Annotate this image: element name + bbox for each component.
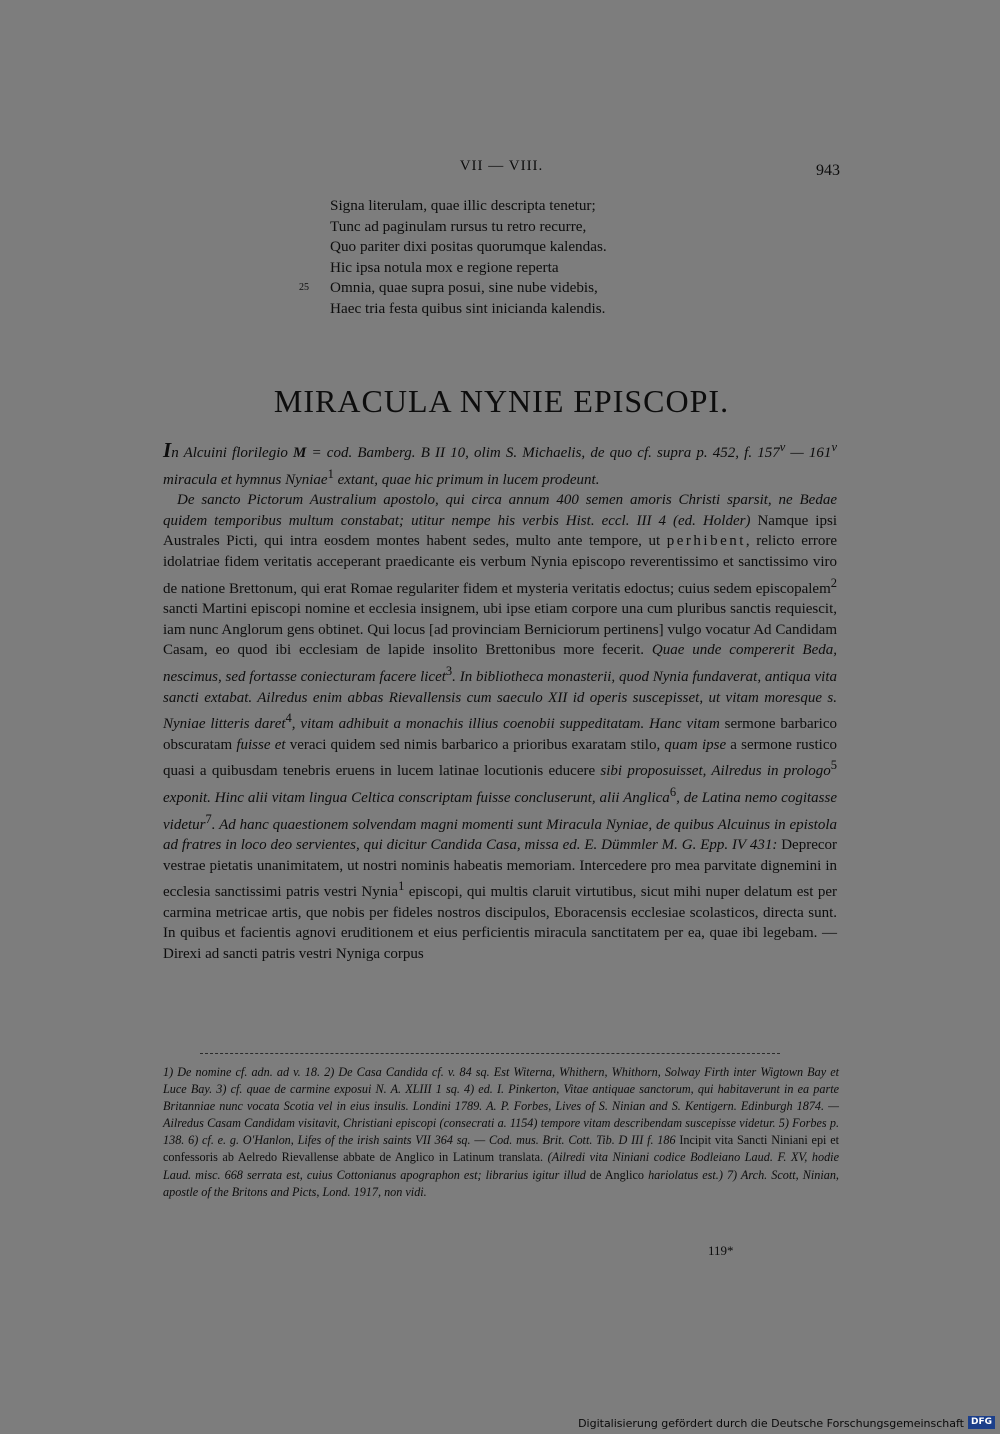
text-run: de Anglico — [589, 1167, 645, 1182]
text-run: hariolatus est.) 7) Arch. Scott, Ninian, apostle of the Britons and Picts, Lond. 1917, non vidi. — [163, 1167, 839, 1199]
verse-line — [330, 237, 850, 258]
text-run: , vitam adhibuit a monachis illius coenobii suppeditatam. Hanc vitam — [291, 716, 720, 733]
verse-text: Quo pariter dixi positas quorumque kalendas. — [330, 238, 607, 256]
siglum: M — [293, 445, 307, 461]
superscript: v — [779, 440, 786, 454]
spaced-word: perhibent — [666, 533, 746, 550]
digitization-credit: Digitalisierung gefördert durch die Deutsche Forschungsgemeinschaft — [578, 1417, 964, 1430]
footnote-ref: 4 — [285, 711, 292, 726]
text-run: 1) De nomine cf. adn. ad v. 18. 2) De Casa Candida cf. v. 84 sq. Est Witerna, Whithern, Whithorn, Solway Firth inter Wigtown Bay et Luce Bay. 3) cf. quae de carmine exposui N. A. XLIII 1 sq. 4) ed. I. Pinkerton, Vitae antiquae sanctorum, qui habitaverunt in ea parte Britanniae nunc vocata Scotia vel in eius insulis. Londini 1789. A. P. Forbes, Lives of S. Ninian and S. Kentigern. Edinburgh 1874. — Ailredus Casam Candidam visitavit, Christiani episcopi (consecrati a. 1154) tempore vitam describendam suscepisse videtur. 5) Forbes p. 138. 6) cf. e. g. O'Hanlon, Lifes of the irish saints VII 364 sq. — Cod. mus. Brit. Cott. Tib. D III f. 186 — [163, 1065, 839, 1148]
footnote-ref: 5 — [830, 758, 837, 773]
text-run: extant, quae hic primum in lucem prodeunt. — [333, 471, 600, 488]
text-run: , relicto errore idolatriae fidem veritatis acceperant praedicante eis verbum Nynia episcopo reverentissimo et sanctissimo viro de natione Brettonum, qui erat Romae regulariter fidem et mysteria veritatis edoctus; cuius sedem episcopalem — [163, 533, 837, 597]
text-run: , de Latina nemo cogitasse videtur — [163, 789, 837, 833]
verse-text: Omnia, quae supra posui, sine nube videbis, — [330, 279, 598, 297]
text-run: sancti Martini episcopi nomine et ecclesia insignem, ubi ipse etiam corpore una cum pluribus sanctis requiescit, iam nunc Anglorum gens obtinet. Qui locus [ad provinciam Berniciorum pertinens] vulgo vocatur Ad Candidam Casam, eo quod ibi ecclesiam de lapide insolito Brettonibus more fecerit. — [163, 601, 837, 659]
verse-block — [299, 196, 850, 320]
main-paragraph — [163, 490, 837, 964]
section-title: MIRACULA NYNIE EPISCOPI. — [273, 383, 730, 419]
text-run: exponit. Hinc alii vitam lingua Celtica conscriptam fuisse concluserunt, alii Anglica — [163, 789, 670, 806]
verse-text: Haec tria festa quibus sint inicianda kalendis. — [330, 299, 606, 317]
signature-mark: 119* — [708, 1243, 734, 1258]
verse-line — [330, 299, 850, 320]
verse-text: Signa literulam, quae illic descripta tenetur; — [330, 197, 596, 214]
footnote-ref: 3 — [445, 663, 453, 678]
text-run: miracula et hymnus Nyniae — [163, 471, 328, 488]
text-run: episcopi, qui multis claruit virtutibus, sicut mihi nuper delatum est per carmina metricae artis, que nobis per fideles nostros discipulos, Eboracensis ecclesiae scolasticos, directa sunt. In quibus et facientis agnovi eruditionem et eius perficientis miracula sanctitatem per ea, quae ibi legebam. — Direxi ad sancti patris vestri Nyniga corpus — [163, 884, 837, 963]
verse-text: Tunc ad paginulam rursus tu retro recurre, — [330, 217, 587, 235]
verse-line — [330, 217, 850, 238]
footnote-ref: 7 — [205, 811, 212, 826]
footnotes — [163, 1064, 839, 1201]
verse-text: Hic ipsa notula mox e regione reperta — [330, 258, 559, 276]
superscript: v — [831, 440, 837, 454]
verse-line — [330, 196, 850, 217]
drop-cap: I — [163, 438, 172, 462]
text-run: sibi proposuisset, Ailredus in prologo — [600, 763, 831, 780]
dfg-logo-icon: DFG — [968, 1416, 995, 1429]
intro-paragraph — [163, 437, 837, 490]
text-run: veraci quidem sed nimis barbarico a prioribus exaratam stilo, — [285, 736, 665, 753]
running-title: VII — VIII. — [459, 158, 544, 174]
text-run: Deprecor vestrae pietatis unanimitatem, ut nostri nominis habeatis memoriam. Intercedere pro mea parvitate dignemini in ecclesia sanctissimi patris vestri Nynia — [163, 837, 838, 901]
text-run: a sermone rustico quasi a quibusdam tenebris eruens in lucem latinae locutionis educere — [163, 736, 837, 780]
text-run: fuisse et — [236, 736, 286, 753]
verse-line — [299, 278, 850, 299]
text-run: — 161 — [785, 445, 832, 461]
page-number: 943 — [816, 162, 840, 179]
footnote-ref: 6 — [669, 784, 677, 799]
text-run: Quae unde compererit Beda, nescimus, sed fortasse coniecturam facere licet — [163, 642, 837, 685]
text-run: . In bibliotheca monasterii, quod Nynia fundaverat, antiqua vita sancti extabat. Ailredus enim abbas Rievallensis cum saeculo XII id operis suscepisset, ut vitam moresque s. Nyniae litteris daret — [163, 668, 837, 733]
footnote-ref: 1 — [327, 466, 334, 481]
text-run: sermone barbarico obscuratam — [163, 716, 837, 753]
footnote-text — [163, 1064, 839, 1201]
text-run: De sancto Pictorum Australium apostolo, qui circa annum 400 semen amoris Christi sparsit, ne Bedae quidem temporibus multum constabat; utitur nempe his verbis Hist. eccl. III 4 (ed. Holder) — [163, 492, 837, 529]
body-text — [163, 437, 837, 965]
running-head — [163, 158, 840, 182]
text-run: n Alcuini florilegio — [171, 445, 294, 461]
footnote-divider — [200, 1053, 780, 1054]
text-run: = cod. Bamberg. B II 10, olim S. Michaelis, de quo cf. supra p. 452, f. 157 — [306, 445, 780, 461]
verse-line — [330, 258, 850, 279]
text-run: (Ailredi vita Niniani codice Bodleiano Laud. F. XV, hodie Laud. misc. 668 serrata est, cuius Cottonianus apographon est; librarius igitur illud — [163, 1150, 839, 1182]
text-run: quam ipse — [664, 736, 727, 753]
footnote-ref: 2 — [830, 575, 837, 590]
text-run: . Ad hanc quaestionem solvendam magni momenti sunt Miracula Nyniae, de quibus Alcuinus in epistola ad fratres in loco deo servientes, qui dicitur Candida Casa, missa ed. E. Dümmler M. G. Epp. IV 431: — [163, 816, 837, 854]
verse-number: 25 — [299, 282, 309, 294]
text-run: Incipit vita Sancti Niniani epi et confessoris ab Aelredo Rievallense abbate de Anglico in Latinum translata. — [163, 1133, 839, 1165]
footnote-ref: 1 — [398, 879, 405, 894]
text-run: Namque ipsi Australes Picti, qui intra eosdem montes habent sedes, multo ante tempore, ut — [163, 512, 837, 550]
